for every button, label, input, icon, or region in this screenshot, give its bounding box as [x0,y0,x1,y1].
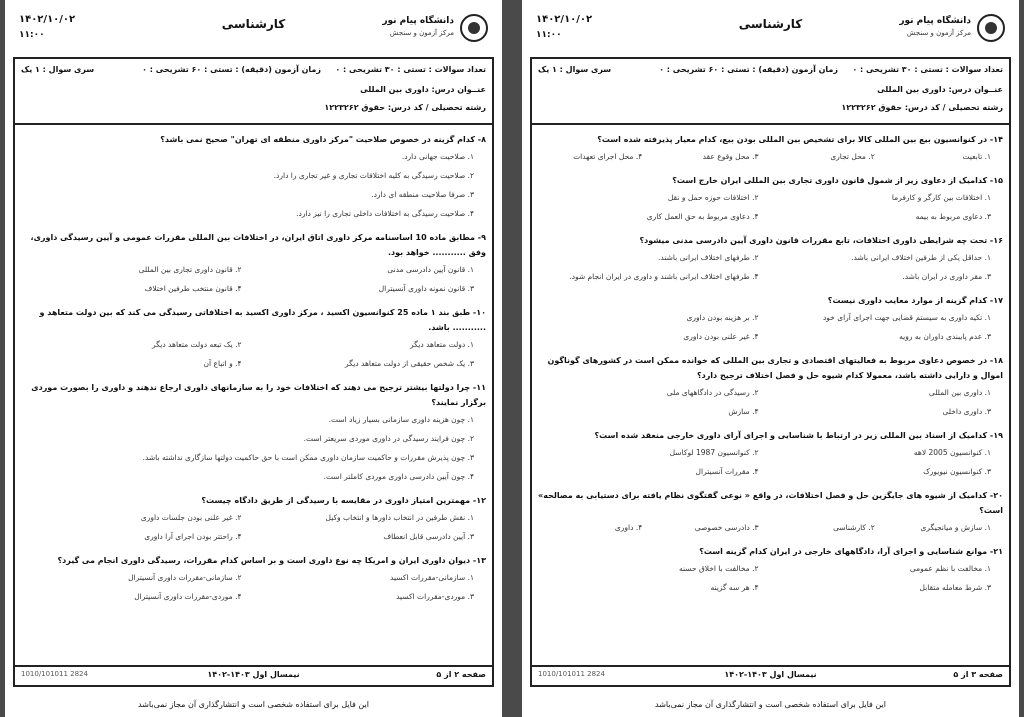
answer-options [538,443,1003,481]
answer-option: ۳. صرفا صلاحیت منطقه ای دارد. [371,190,474,199]
answer-option: ۴. صلاحیت رسیدگی به اختلافات داخلی تجاری را نیز دارد. [296,209,474,218]
answer-options [21,568,486,606]
question [21,553,486,606]
answer-option: ۳. محل وقوع عقد [702,152,759,161]
answer-option: ۲. غیر علنی بودن جلسات داوری [140,513,242,522]
question-text: ۱۲- مهمترین امتیاز داوری در مقایسه با رسیدگی از طریق دادگاه چیست؟ [201,496,486,505]
question [538,488,1003,537]
question [538,233,1003,286]
barcode-number: 1010/101011 2824 [21,670,88,678]
exam-duration: زمان آزمون (دقیقه) : تستی : ۶۰ تشریحی : ۰ [659,65,838,74]
exam-date: ۱۴۰۲/۱۰/۰۲ [19,14,76,25]
course-field: رشته تحصیلی / کد درس: حقوق ۱۲۲۳۲۶۲ [841,103,1003,112]
question-text: ۱۰- طبق بند ۱ ماده 25 کنوانسیون اکسید ، مرکز داوری اکسید به اختلافاتی رسیدگی می کند که بین دولت متعاهد و ........... باشد. [39,308,486,332]
course-title: عنــوان درس: داوری بین المللی [360,85,486,94]
page-header [530,8,1011,48]
exam-date: ۱۴۰۲/۱۰/۰۲ [536,14,593,25]
copyright-note: این فایل برای استفاده شخصی است و انتشارگذاری آن مجاز نمی‌باشد [138,700,369,709]
page-number: صفحه ۳ از ۵ [953,670,1003,679]
answer-option: ۴. قانون منتخب طرفین اختلاف [144,284,242,293]
answer-options [21,147,486,223]
answer-option: ۳. کنوانسیون نیویورک [923,467,991,476]
course-title: عنــوان درس: داوری بین المللی [877,85,1003,94]
exam-duration: زمان آزمون (دقیقه) : تستی : ۶۰ تشریحی : ۰ [142,65,321,74]
answer-option: ۲. محل تجاری [830,152,875,161]
exam-center: مرکز آزمون و سنجش [906,29,971,37]
question-text: ۱۵- کدامیک از دعاوی زیر از شمول قانون داوری تجاری بین المللی ایران خارج است؟ [672,176,1003,185]
question [538,293,1003,346]
answer-option: ۲. قانون داوری تجاری بین المللی [138,265,242,274]
question [538,353,1003,421]
answer-option: ۱. سازش و میانجیگری [920,523,991,532]
answer-option: ۳. آیین دادرسی قابل انعطاف [383,532,474,541]
answer-option: ۴. مقررات آنسیترال [695,467,759,476]
page-header [13,8,494,48]
course-field: رشته تحصیلی / کد درس: حقوق ۱۲۲۳۲۶۲ [324,103,486,112]
answer-option: ۲. یک تبعه دولت متعاهد دیگر [151,340,242,349]
answer-option: ۴. داوری [614,523,643,532]
question [538,544,1003,597]
semester-label: نیمسال اول ۱۴۰۳-۱۴۰۲ [207,670,300,679]
answer-options [538,147,1003,166]
answer-option: ۴. هر سه گزینه [710,583,759,592]
answer-option: ۳. داوری داخلی [942,407,991,416]
answer-options [538,308,1003,346]
answer-option: ۴. غیر علنی بودن داوری [683,332,759,341]
answer-option: ۱. چون هزینه داوری سازمانی بسیار زیاد است. [328,415,474,424]
question-text: ۱۱- چرا دولتها بیشتر ترجیح می دهند که اختلافات خود را به سازمانهای داوری ارجاع ندهند و داوری را بصورت موردی برگزار نمایند؟ [31,383,486,407]
answer-option: ۴. راحتتر بودن اجرای آرا داوری [144,532,242,541]
question [538,173,1003,226]
answer-option: ۴. طرفهای اختلاف ایرانی باشند و داوری در ایران انجام شود. [569,272,759,281]
answer-options [538,559,1003,597]
page-footer [15,665,492,685]
answer-option: ۳. یک شخص حقیقی از دولت متعاهد دیگر [344,359,474,368]
answer-option: ۴. موردی-مقررات داوری آنسیترال [134,592,242,601]
answer-option: ۱. صلاحیت جهانی دارد. [401,152,474,161]
question-text: ۱۴- در کنوانسیون بیع بین المللی کالا برای تشخیص بین المللی بودن بیع، کدام معیار پذیرفته شده است؟ [597,135,1003,144]
answer-option: ۳. شرط معامله متقابل [919,583,991,592]
exam-info [15,59,492,125]
university-name: دانشگاه پیام نور [382,16,454,26]
answer-option: ۴. چون آیین دادرسی داوری موردی کاملتر است. [323,472,474,481]
question [21,132,486,223]
answer-options [21,410,486,486]
answer-options [21,260,486,298]
question-text: ۱۹- کدامیک از اسناد بین المللی زیر در ارتباط با شناسایی و اجرای آرای داوری خارجی منعقد شده است؟ [594,431,1003,440]
question-text: ۹- مطابق ماده 10 اساسنامه مرکز داوری اتاق ایران، در اختلافات بین المللی مقررات عمومی و آیین رسیدگی داوری، وفق ........... خواهد بود. [30,233,486,257]
exam-time: ۱۱:۰۰ [536,30,562,40]
barcode-number: 1010/101011 2824 [538,670,605,678]
answer-option: ۱. نقش طرفین در انتخاب داورها و انتخاب وکیل [325,513,474,522]
answer-option: ۳. مقر داوری در ایران باشد. [902,272,991,281]
question-text: ۱۷- کدام گزینه از موارد معایب داوری نیست؟ [827,296,1003,305]
university-name: دانشگاه پیام نور [899,16,971,26]
answer-option: ۲. اختلافات حوزه حمل و نقل [667,193,759,202]
answer-option: ۱. سازمانی-مقررات اکسید [390,573,474,582]
degree-level: کارشناسی [221,17,286,31]
answer-option: ۴. دعاوی مربوط به حق العمل کاری [646,212,759,221]
question-text: ۲۰- کدامیک از شیوه های جایگزین حل و فصل اختلافات، در واقع « نوعی گفتگوی نظام یافته برای دستیابی به مصالحه» است؟ [538,491,1003,515]
answer-option: ۳. عدم پایبندی داوران به رویه [899,332,991,341]
exam-page-2 [5,0,502,717]
question-series: سری سوال : ۱ یک [21,65,95,74]
answer-option: ۱. حداقل یکی از طرفین اختلاف ایرانی باشد. [851,253,991,262]
answer-option: ۴. محل اجرای تعهدات [573,152,643,161]
answer-option: ۳. دادرسی خصوصی [694,523,759,532]
answer-options [538,188,1003,226]
question [538,428,1003,481]
question [21,230,486,298]
answer-option: ۲. کنوانسیون 1987 لوکاسل [669,448,759,457]
question-text: ۱۶- تحت چه شرایطی داوری اختلافات، تابع مقررات قانون داوری آیین دادرسی مدنی میشود؟ [639,236,1003,245]
answer-option: ۳. چون پذیرش مقررات و حاکمیت سازمان داوری ممکن است با حق حاکمیت دولتها سازگاری نداشته باشد. [142,453,474,462]
answer-option: ۳. موردی-مقررات اکسید [396,592,474,601]
exam-page-3 [522,0,1019,717]
answer-options [21,335,486,373]
answer-options [21,508,486,546]
semester-label: نیمسال اول ۱۴۰۳-۱۴۰۲ [724,670,817,679]
page-footer [532,665,1009,685]
question [21,305,486,373]
answer-option: ۱. داوری بین المللی [928,388,991,397]
answer-option: ۲. کارشناسی [833,523,875,532]
answer-option: ۱. تکیه داوری به سیستم قضایی جهت اجرای آرای خود [822,313,991,322]
exam-frame [530,57,1011,687]
exam-info [532,59,1009,125]
question-text: ۱۳- دیوان داوری ایران و امریکا چه نوع داوری است و بر اساس کدام مقررات، رسیدگی داوری انجام می گیرد؟ [57,556,486,565]
university-logo-icon [977,14,1005,42]
question-text: ۱۸- در خصوص دعاوی مربوط به فعالیتهای اقتصادی و تجاری بین المللی که خوانده ممکن است در کشورهای گوناگون اموال و دارایی داشته باشد، معمولا کدام شیوه حل و فصل اختلاف ترجیح دارد؟ [547,356,1003,380]
degree-level: کارشناسی [738,17,803,31]
answer-option: ۳. دعاوی مربوط به بیمه [915,212,991,221]
answer-option: ۴. و اتباع آن [203,359,242,368]
question-text: ۲۱- موانع شناسایی و اجرای آرا، دادگاههای خارجی در ایران کدام گزینه است؟ [699,547,1003,556]
exam-center: مرکز آزمون و سنجش [389,29,454,37]
answer-option: ۴. سازش [728,407,759,416]
copyright-note: این فایل برای استفاده شخصی است و انتشارگذاری آن مجاز نمی‌باشد [655,700,886,709]
question-count: تعداد سوالات : تستی : ۳۰ تشریحی : ۰ [852,65,1003,74]
answer-option: ۳. قانون نمونه داوری آنسیترال [378,284,474,293]
answer-option: ۱. کنوانسیون 2005 لاهه [913,448,991,457]
university-block [835,14,1005,44]
question-list [21,125,486,667]
question [21,493,486,546]
question [21,380,486,486]
answer-option: ۲. چون فرایند رسیدگی در داوری موردی سریعتر است. [303,434,474,443]
answer-option: ۲. مخالفت با اخلاق حسنه [678,564,759,573]
question-series: سری سوال : ۱ یک [538,65,612,74]
question-list [538,125,1003,667]
answer-option: ۱. اختلافات بین کارگر و کارفرما [891,193,991,202]
answer-option: ۱. قانون آیین دادرسی مدنی [387,265,474,274]
answer-options [538,518,1003,537]
answer-option: ۲. صلاحیت رسیدگی به کلیه اختلافات تجاری و غیر تجاری را دارد. [273,171,474,180]
question-text: ۸- کدام گزینه در خصوص صلاحیت "مرکز داوری منطقه ای تهران" صحیح نمی باشد؟ [160,135,486,144]
answer-option: ۱. تابعیت [962,152,991,161]
answer-option: ۱. دولت متعاهد دیگر [410,340,474,349]
answer-option: ۲. سازمانی-مقررات داوری آنسیترال [128,573,242,582]
answer-option: ۲. بر هزینه بودن داوری [686,313,759,322]
university-logo-icon [460,14,488,42]
answer-options [538,383,1003,421]
university-block [318,14,488,44]
page-number: صفحه ۲ از ۵ [436,670,486,679]
answer-option: ۱. مخالفت با نظم عمومی [909,564,991,573]
exam-time: ۱۱:۰۰ [19,30,45,40]
answer-option: ۲. رسیدگی در دادگاههای ملی [666,388,759,397]
answer-options [538,248,1003,286]
exam-frame [13,57,494,687]
answer-option: ۲. طرفهای اختلاف ایرانی باشند. [658,253,759,262]
question-count: تعداد سوالات : تستی : ۳۰ تشریحی : ۰ [335,65,486,74]
question [538,132,1003,166]
